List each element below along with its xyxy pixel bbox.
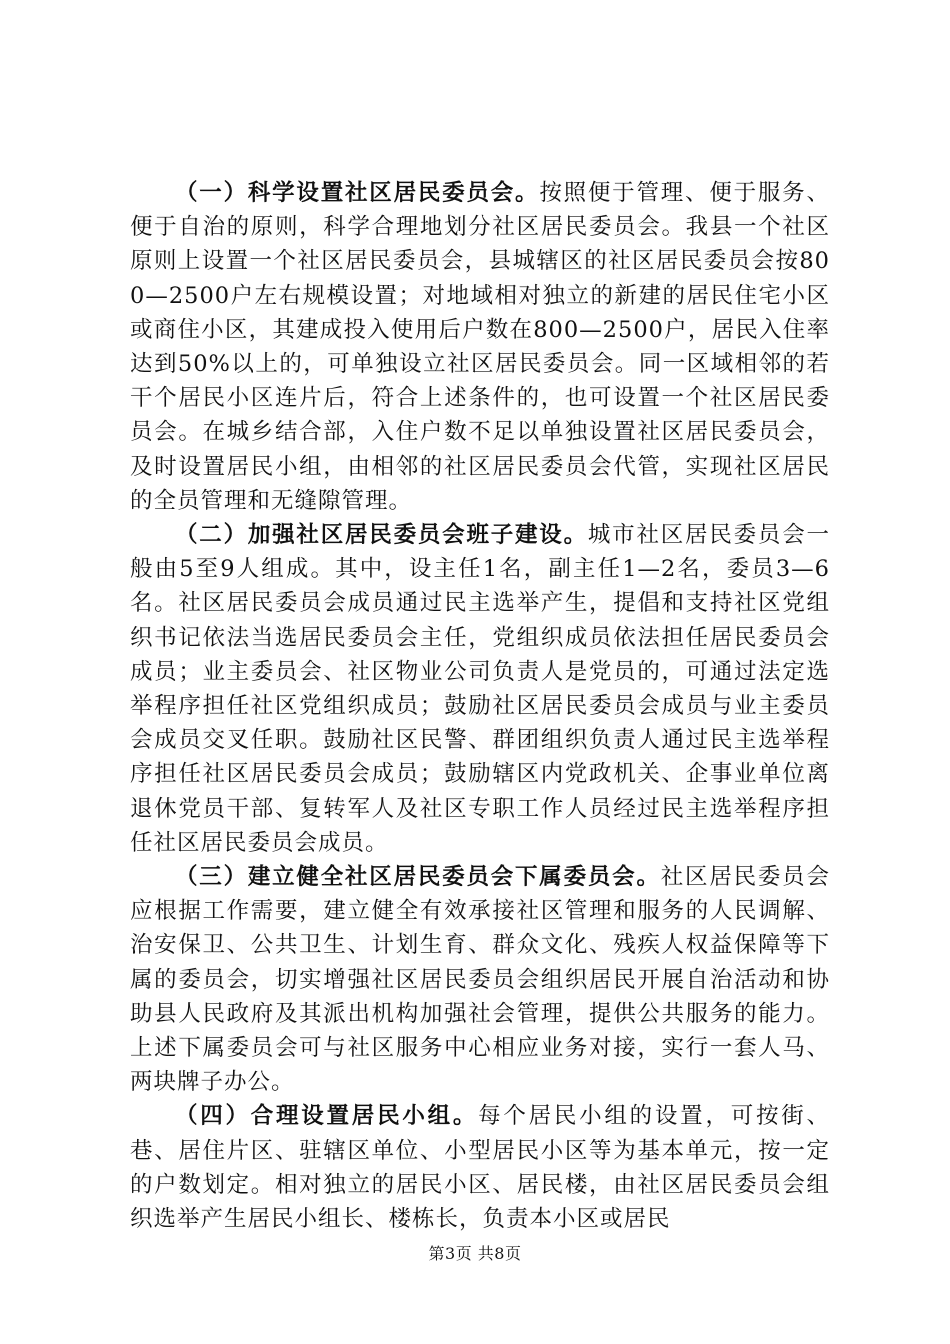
paragraph-2: [130, 518, 830, 860]
paragraph-1-text: 按照便于管理、便于服务、便于自治的原则，科学合理地划分社区居民委员会。我县一个社区原则上设置一个社区居民委员会，县城辖区的社区居民委员会按800—2500户左右规模设置；对地域相对独立的新建的居民住宅小区或商住小区，其建成投入使用后户数在800—2500户，居民入住率达到50%以上的，可单独设立社区居民委员会。同一区域相邻的若干个居民小区连片后，符合上述条件的，也可设置一个社区居民委员会。在城乡结合部，入住户数不足以单独设置社区居民委员会，及时设置居民小组，由相邻的社区居民委员会代管，实现社区居民的全员管理和无缝隙管理。: [130, 180, 830, 514]
paragraph-3-text: 社区居民委员会应根据工作需要，建立健全有效承接社区管理和服务的人民调解、治安保卫、公共卫生、计划生育、群众文化、残疾人权益保障等下属的委员会，切实增强社区居民委员会组织居民开展自治活动和协助县人民政府及其派出机构加强社会管理，提供公共服务的能力。上述下属委员会可与社区服务中心相应业务对接，实行一套人马、两块牌子办公。: [130, 864, 830, 1096]
paragraph-2-text: 城市社区居民委员会一般由5至9人组成。其中，设主任1名，副主任1—2名，委员3—6名。社区居民委员会成员通过民主选举产生，提倡和支持社区党组织书记依法当选居民委员会主任，党组织成员依法担任居民委员会成员；业主委员会、社区物业公司负责人是党员的，可通过法定选举程序担任社区党组织成员；鼓励社区居民委员会成员与业主委员会成员交叉任职。鼓励社区民警、群团组织负责人通过民主选举程序担任社区居民委员会成员；鼓励辖区内党政机关、企事业单位离退休党员干部、复转军人及社区专职工作人员经过民主选举程序担任社区居民委员会成员。: [130, 522, 830, 856]
paragraph-1: [130, 176, 830, 518]
page-footer: 第3页 共8页: [428, 1244, 522, 1263]
document-body: [130, 176, 830, 1236]
paragraph-3: [130, 860, 830, 1099]
paragraph-4-text: 每个居民小组的设置，可按街、巷、居住片区、驻辖区单位、小型居民小区等为基本单元，按一定的户数划定。相对独立的居民小区、居民楼，由社区居民委员会组织选举产生居民小组长、楼栋长，负责本小区或居民: [130, 1103, 830, 1233]
paragraph-4-heading: （四）合理设置居民小组。: [175, 1103, 479, 1130]
paragraph-2-heading: （二）加强社区居民委员会班子建设。: [175, 522, 588, 549]
paragraph-4: [130, 1099, 830, 1236]
paragraph-3-heading: （三）建立健全社区居民委员会下属委员会。: [175, 864, 661, 891]
paragraph-1-heading: （一）科学设置社区居民委员会。: [175, 180, 540, 206]
